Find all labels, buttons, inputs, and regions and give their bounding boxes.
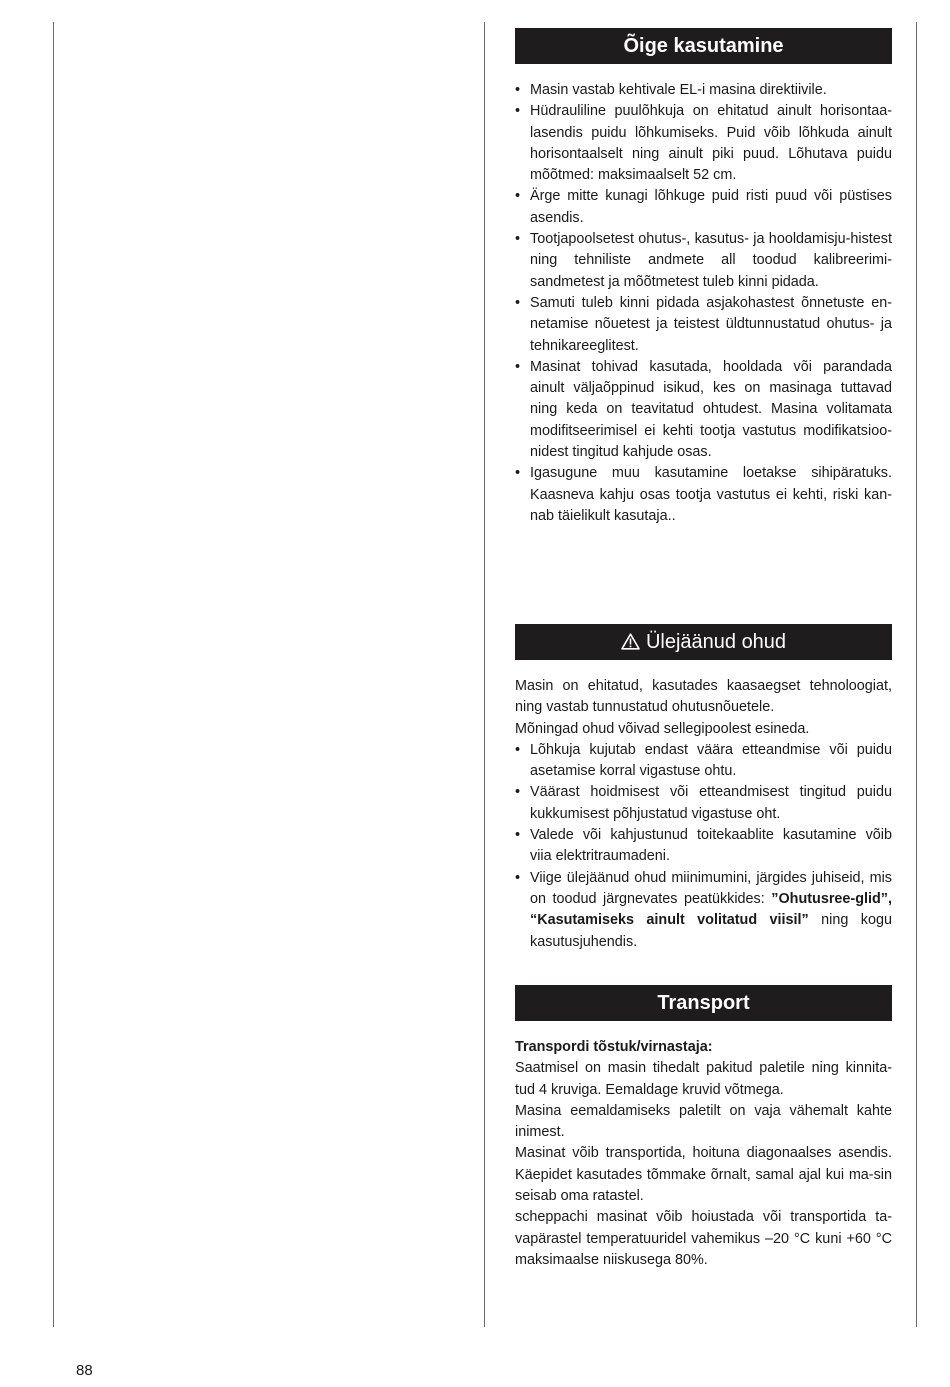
list-item <box>515 868 892 953</box>
list-item: • Samuti tuleb kinni pidada asjakohastest õnnetuste en-netamise nõuetest ja teistest üldtunnustatud ohutus- ja tehnikareeglitest. <box>515 293 892 357</box>
intro-paragraph: Masin on ehitatud, kasutades kaasaegset tehnoloogiat, ning vastab tunnustatud ohutusnõuetele. <box>515 678 892 716</box>
column-divider-rule <box>484 22 485 1327</box>
paragraph: Saatmisel on masin tihedalt pakitud paletile ning kinnita-tud 4 kruviga. Eemaldage kruvid võtmega. <box>515 1060 892 1098</box>
chapter-reference: ”Ohutusree-glid”, “Kasutamiseks ainult volitatud viisil” <box>530 890 892 929</box>
paragraph: Masina eemaldamiseks paletilt on vaja vähemalt kahte inimest. <box>515 1102 892 1141</box>
section-title: Õige kasutamine <box>623 35 784 57</box>
list-item: • Tootjapoolsetest ohutus-, kasutus- ja hooldamisju-histest ning tehniliste andmete all toodud kalibreerimi-sandmetest ja mõõtmetest tuleb kinni pidada. <box>515 229 892 293</box>
paragraph: scheppachi masinat võib hoiustada või transportida ta-vapärastel temperatuuridel vahemikus –20 °C kuni +60 °C maksimaalse niiskusega 80%. <box>515 1209 892 1268</box>
list-item: • Lõhkuja kujutab endast väära etteandmise või puidu asetamise korral vigastuse ohtu. <box>515 740 892 783</box>
residual-risks-list <box>515 740 892 953</box>
section-header-transport <box>515 985 892 1021</box>
list-item-text: Viige ülejäänud ohud miinimumini, järgides juhiseid, mis on toodud järgnevates peatükkides: <box>530 869 892 907</box>
section-title: Transport <box>657 992 750 1014</box>
transport-body <box>515 1037 892 1271</box>
list-item: • Väärast hoidmisest või etteandmisest tingitud puidu kukkumisest põhjustatud vigastuse oht. <box>515 782 892 825</box>
warning-triangle-icon <box>621 624 640 660</box>
proper-use-body <box>515 80 892 527</box>
list-item: • Ärge mitte kunagi lõhkuge puid risti puud või püstises asendis. <box>515 186 892 229</box>
paragraph: Masinat võib transportida, hoituna diagonaalses asendis. Käepidet kasutades tõmmake õrnalt, samal ajal kui ma-sin seisab oma ratastel. <box>515 1145 892 1205</box>
section-header-proper-use <box>515 28 892 64</box>
list-item: • Igasugune muu kasutamine loetakse sihipäratuks. Kaasneva kahju osas tootja vastutus ei kehti, riski kan-nab täielikult kasutaja.. <box>515 463 892 527</box>
section-title: Ülejäänud ohud <box>645 631 787 653</box>
list-item: • Masinat tohivad kasutada, hooldada või parandada ainult väljaõppinud isikud, kes on masinaga tuttavad ning keda on teavitatud ohtudest. Masina volitamata modifitseerimisel ei kehti tootja vastutus modifikatsioo-nidest tingitud kahjude osas. <box>515 357 892 463</box>
proper-use-list <box>515 80 892 527</box>
list-item: • Masin vastab kehtivale EL-i masina direktiivile. <box>515 80 892 101</box>
page-number: 88 <box>76 1362 93 1379</box>
intro-paragraph: Mõningad ohud võivad sellegipoolest esineda. <box>515 720 810 737</box>
right-margin-rule <box>916 22 917 1327</box>
list-item: • Valede või kahjustunud toitekaablite kasutamine võib viia elektritraumadeni. <box>515 825 892 868</box>
subheading: Transpordi tõstuk/virnastaja: <box>515 1039 713 1055</box>
list-item: • Hüdrauliline puulõhkuja on ehitatud ainult horisontaa-lasendis puidu lõhkumiseks. Puid võib lõhkuda ainult horisontaalselt ning ainult piki puud. Lõhutava puidu mõõtmed: maksimaalselt 52 cm. <box>515 101 892 186</box>
left-margin-rule <box>53 22 54 1327</box>
residual-risks-body <box>515 676 892 953</box>
section-header-residual-risks <box>515 624 892 660</box>
list-item-text: ning kogu kasutusjuhendis. <box>530 912 892 950</box>
